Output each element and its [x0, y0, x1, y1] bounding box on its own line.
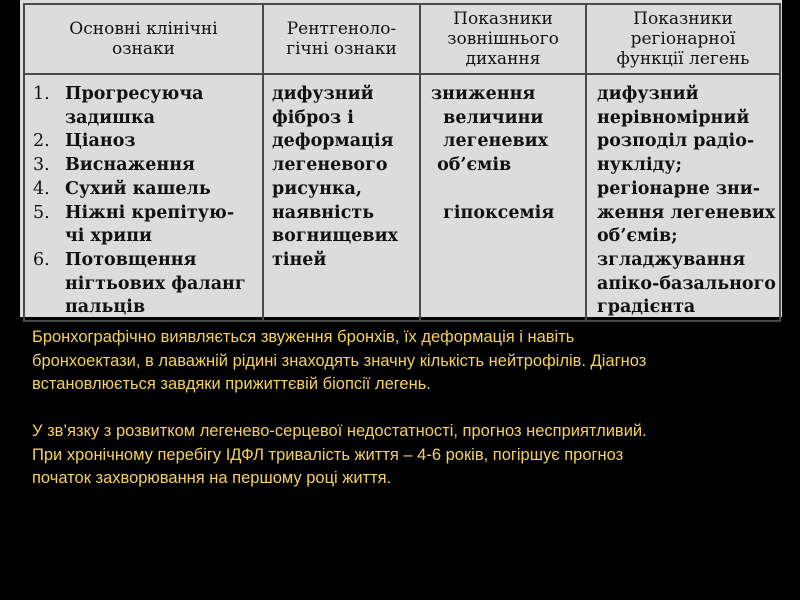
- xray-line: фіброз і: [272, 107, 354, 128]
- paragraph-line: бронхоектази, в лаважній рідині знаходять значну кількість нейтрофілів. Діагноз: [32, 351, 647, 370]
- regional-line: нукліду;: [597, 155, 682, 176]
- symptom-item: [33, 202, 258, 249]
- header-line: дихання: [465, 49, 541, 69]
- header-clinical-signs: [24, 4, 263, 74]
- symptom-text: Ніжні крепітую-: [65, 202, 235, 223]
- symptom-text: Ціаноз: [65, 131, 136, 152]
- symptom-number: 3.: [33, 155, 50, 176]
- xray-line: наявність: [272, 202, 375, 223]
- symptom-text: Виснаження: [65, 155, 195, 176]
- xray-line: вогнищевих: [272, 226, 398, 247]
- regional-line: об’ємів;: [597, 226, 678, 247]
- symptom-text: задишка: [65, 107, 155, 128]
- regional-line: дифузний: [597, 84, 699, 104]
- header-line: ознаки: [112, 39, 175, 59]
- diagnosis-paragraph: [32, 326, 782, 397]
- header-line: регіонарної: [630, 29, 736, 49]
- symptom-text: нігтьових фаланг: [65, 273, 246, 294]
- symptom-item: [33, 130, 258, 154]
- prognosis-paragraph: [32, 420, 782, 491]
- paragraph-line: У зв’язку з розвитком легенево-серцевої недостатності, прогноз несприятливий.: [32, 422, 647, 440]
- regional-line: апіко-базального: [597, 273, 776, 294]
- cell-clinical-signs: [24, 74, 263, 321]
- paragraph-line: встановлюється завдяки прижиттєвій біопсії легень.: [32, 375, 431, 393]
- symptom-number: 5.: [33, 202, 50, 223]
- header-xray-signs: [263, 4, 420, 74]
- regional-line: розподіл радіо-: [597, 131, 755, 152]
- symptom-item: [33, 178, 258, 202]
- regional-line: згладжування: [597, 249, 746, 270]
- xray-line: рисунка,: [272, 178, 362, 199]
- header-line: гічні ознаки: [286, 39, 397, 59]
- symptom-item: [33, 83, 258, 130]
- symptom-item: [33, 154, 258, 178]
- regional-line: регіонарне зни-: [597, 178, 761, 199]
- respiration-line: величини: [431, 107, 544, 128]
- clinical-table-panel: [20, 0, 782, 317]
- header-regional-function: [586, 4, 780, 74]
- table-header-row: [24, 4, 780, 74]
- header-line: функції легень: [616, 49, 750, 69]
- clinical-signs-table: [23, 3, 781, 322]
- respiration-line: об’ємів: [431, 155, 512, 176]
- symptom-text: пальців: [65, 297, 146, 318]
- regional-line: нерівномірний: [597, 107, 750, 128]
- respiration-line: зниження: [431, 84, 536, 104]
- symptom-number: 2.: [33, 131, 50, 152]
- symptom-item: [33, 249, 258, 320]
- symptom-text: Потовщення: [65, 249, 197, 270]
- header-line: зовнішнього: [447, 29, 559, 49]
- cell-xray-signs: [263, 74, 420, 321]
- regional-line: градієнта: [597, 297, 696, 318]
- paragraph-line: Бронхографічно виявляється звуження бронхів, їх деформація і навіть: [32, 328, 575, 346]
- respiration-line: [431, 178, 583, 202]
- symptom-text: чі хрипи: [65, 226, 152, 247]
- paragraph-line: При хронічному перебігу ІДФЛ тривалість життя – 4-6 років, погіршує прогноз: [32, 445, 624, 464]
- header-line: Рентгеноло-: [286, 19, 397, 39]
- respiration-line: гіпоксемія: [431, 202, 555, 223]
- symptom-list: [33, 83, 258, 320]
- table-row: [24, 74, 780, 321]
- xray-line: дифузний: [272, 84, 374, 104]
- header-line: Показники: [633, 9, 733, 29]
- regional-line: ження легеневих: [597, 202, 776, 223]
- paragraph-line: початок захворювання на першому році життя.: [32, 469, 392, 487]
- header-line: Основні клінічні: [69, 19, 218, 39]
- symptom-number: 1.: [33, 84, 50, 104]
- symptom-text: Прогресуюча: [65, 84, 204, 104]
- xray-line: тіней: [272, 249, 327, 270]
- header-line: Показники: [453, 9, 553, 29]
- xray-line: легеневого: [272, 155, 388, 176]
- header-respiration: [420, 4, 586, 74]
- respiration-line: легеневих: [431, 131, 549, 152]
- symptom-number: 4.: [33, 178, 50, 199]
- symptom-number: 6.: [33, 249, 50, 270]
- symptom-text: Сухий кашель: [65, 178, 211, 199]
- cell-respiration: [420, 74, 586, 321]
- xray-line: деформація: [272, 131, 394, 152]
- cell-regional-function: [586, 74, 780, 321]
